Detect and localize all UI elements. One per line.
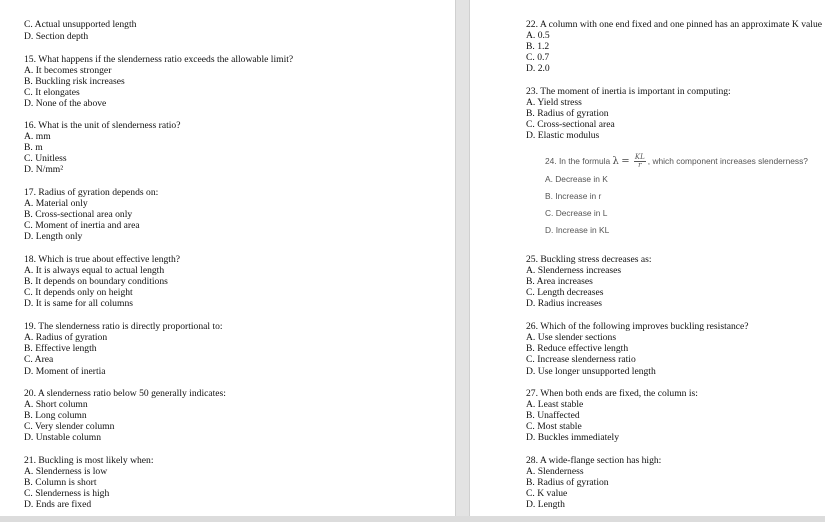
q15-option-c: C. It elongates <box>24 87 80 98</box>
formula-fraction <box>634 154 646 169</box>
q21-option-d: D. Ends are fixed <box>24 499 92 510</box>
question-26: 26. Which of the following improves buckling resistance? <box>526 321 749 332</box>
q15-option-b: B. Buckling risk increases <box>24 76 125 87</box>
q25-option-a: A. Slenderness increases <box>526 265 622 276</box>
q20-option-a: A. Short column <box>24 399 88 410</box>
q22-option-c: C. 0.7 <box>526 52 550 63</box>
fraction-numerator: KL <box>634 153 645 162</box>
q18-option-a: A. It is always equal to actual length <box>24 265 165 276</box>
q24-option-d: D. Increase in KL <box>545 225 610 235</box>
q23-option-d: D. Elastic modulus <box>526 130 600 141</box>
q22-option-d: D. 2.0 <box>526 63 550 74</box>
q27-option-c: C. Most stable <box>526 421 582 432</box>
q22-option-a: A. 0.5 <box>526 30 550 41</box>
q25-option-c: C. Length decreases <box>526 287 604 298</box>
question-25: 25. Buckling stress decreases as: <box>526 254 652 265</box>
q16-option-d: D. N/mm² <box>24 164 64 175</box>
question-19: 19. The slenderness ratio is directly proportional to: <box>24 321 223 332</box>
q21-option-b: B. Column is short <box>24 477 97 488</box>
q17-option-a: A. Material only <box>24 198 88 209</box>
question-23: 23. The moment of inertia is important in computing: <box>526 86 731 97</box>
lambda-symbol: λ <box>612 156 619 167</box>
q25-option-b: B. Area increases <box>526 276 593 287</box>
page-gutter <box>455 0 470 522</box>
q24-option-c: C. Decrease in L <box>545 208 608 218</box>
q15-option-a: A. It becomes stronger <box>24 65 112 76</box>
question-21: 21. Buckling is most likely when: <box>24 455 154 466</box>
q16-option-b: B. m <box>24 142 43 153</box>
q28-option-d: D. Length <box>526 499 565 510</box>
viewer-bottom-edge <box>0 516 825 522</box>
q28-option-a: A. Slenderness <box>526 466 584 477</box>
prev-option-d: D. Section depth <box>24 31 89 42</box>
equals-sign: = <box>621 156 630 167</box>
q20-option-c: C. Very slender column <box>24 421 115 432</box>
q27-option-a: A. Least stable <box>526 399 584 410</box>
q18-option-c: C. It depends only on height <box>24 287 133 298</box>
q27-option-b: B. Unaffected <box>526 410 580 421</box>
q21-option-c: C. Slenderness is high <box>24 488 110 499</box>
q17-option-d: D. Length only <box>24 231 83 242</box>
question-22: 22. A column with one end fixed and one pinned has an approximate K value <box>526 19 823 30</box>
q20-option-b: B. Long column <box>24 410 87 421</box>
q20-option-d: D. Unstable column <box>24 432 102 443</box>
question-15: 15. What happens if the slenderness ratio exceeds the allowable limit? <box>24 54 294 65</box>
q18-option-d: D. It is same for all columns <box>24 298 133 309</box>
q15-option-d: D. None of the above <box>24 98 107 109</box>
question-16: 16. What is the unit of slenderness ratio? <box>24 120 181 131</box>
question-24 <box>545 152 808 171</box>
q19-option-c: C. Area <box>24 354 54 365</box>
q17-option-b: B. Cross-sectional area only <box>24 209 133 220</box>
q19-option-d: D. Moment of inertia <box>24 366 106 377</box>
q24-option-a: A. Decrease in K <box>545 174 608 184</box>
q27-option-d: D. Buckles immediately <box>526 432 619 443</box>
q23-option-b: B. Radius of gyration <box>526 108 609 119</box>
q26-option-c: C. Increase slenderness ratio <box>526 354 636 365</box>
q19-option-b: B. Effective length <box>24 343 97 354</box>
fraction-denominator: r <box>638 161 642 170</box>
q26-option-b: B. Reduce effective length <box>526 343 629 354</box>
q25-option-d: D. Radius increases <box>526 298 602 309</box>
q24-suffix: , which component increases slenderness? <box>647 156 808 166</box>
q16-option-a: A. mm <box>24 131 51 142</box>
q28-option-c: C. K value <box>526 488 568 499</box>
prev-option-c: C. Actual unsupported length <box>24 19 137 30</box>
question-28: 28. A wide-flange section has high: <box>526 455 662 466</box>
q21-option-a: A. Slenderness is low <box>24 466 108 477</box>
q16-option-c: C. Unitless <box>24 153 67 164</box>
q18-option-b: B. It depends on boundary conditions <box>24 276 168 287</box>
q28-option-b: B. Radius of gyration <box>526 477 609 488</box>
question-18: 18. Which is true about effective length? <box>24 254 181 265</box>
q24-prefix: 24. In the formula <box>545 156 611 166</box>
question-27: 27. When both ends are fixed, the column is: <box>526 388 698 399</box>
q24-option-b: B. Increase in r <box>545 191 602 201</box>
q23-option-a: A. Yield stress <box>526 97 582 108</box>
q22-option-b: B. 1.2 <box>526 41 550 52</box>
q26-option-a: A. Use slender sections <box>526 332 617 343</box>
question-20: 20. A slenderness ratio below 50 generally indicates: <box>24 388 226 399</box>
q23-option-c: C. Cross-sectional area <box>526 119 615 130</box>
q17-option-c: C. Moment of inertia and area <box>24 220 140 231</box>
right-page <box>470 0 825 516</box>
q19-option-a: A. Radius of gyration <box>24 332 108 343</box>
q26-option-d: D. Use longer unsupported length <box>526 366 656 377</box>
question-17: 17. Radius of gyration depends on: <box>24 187 159 198</box>
